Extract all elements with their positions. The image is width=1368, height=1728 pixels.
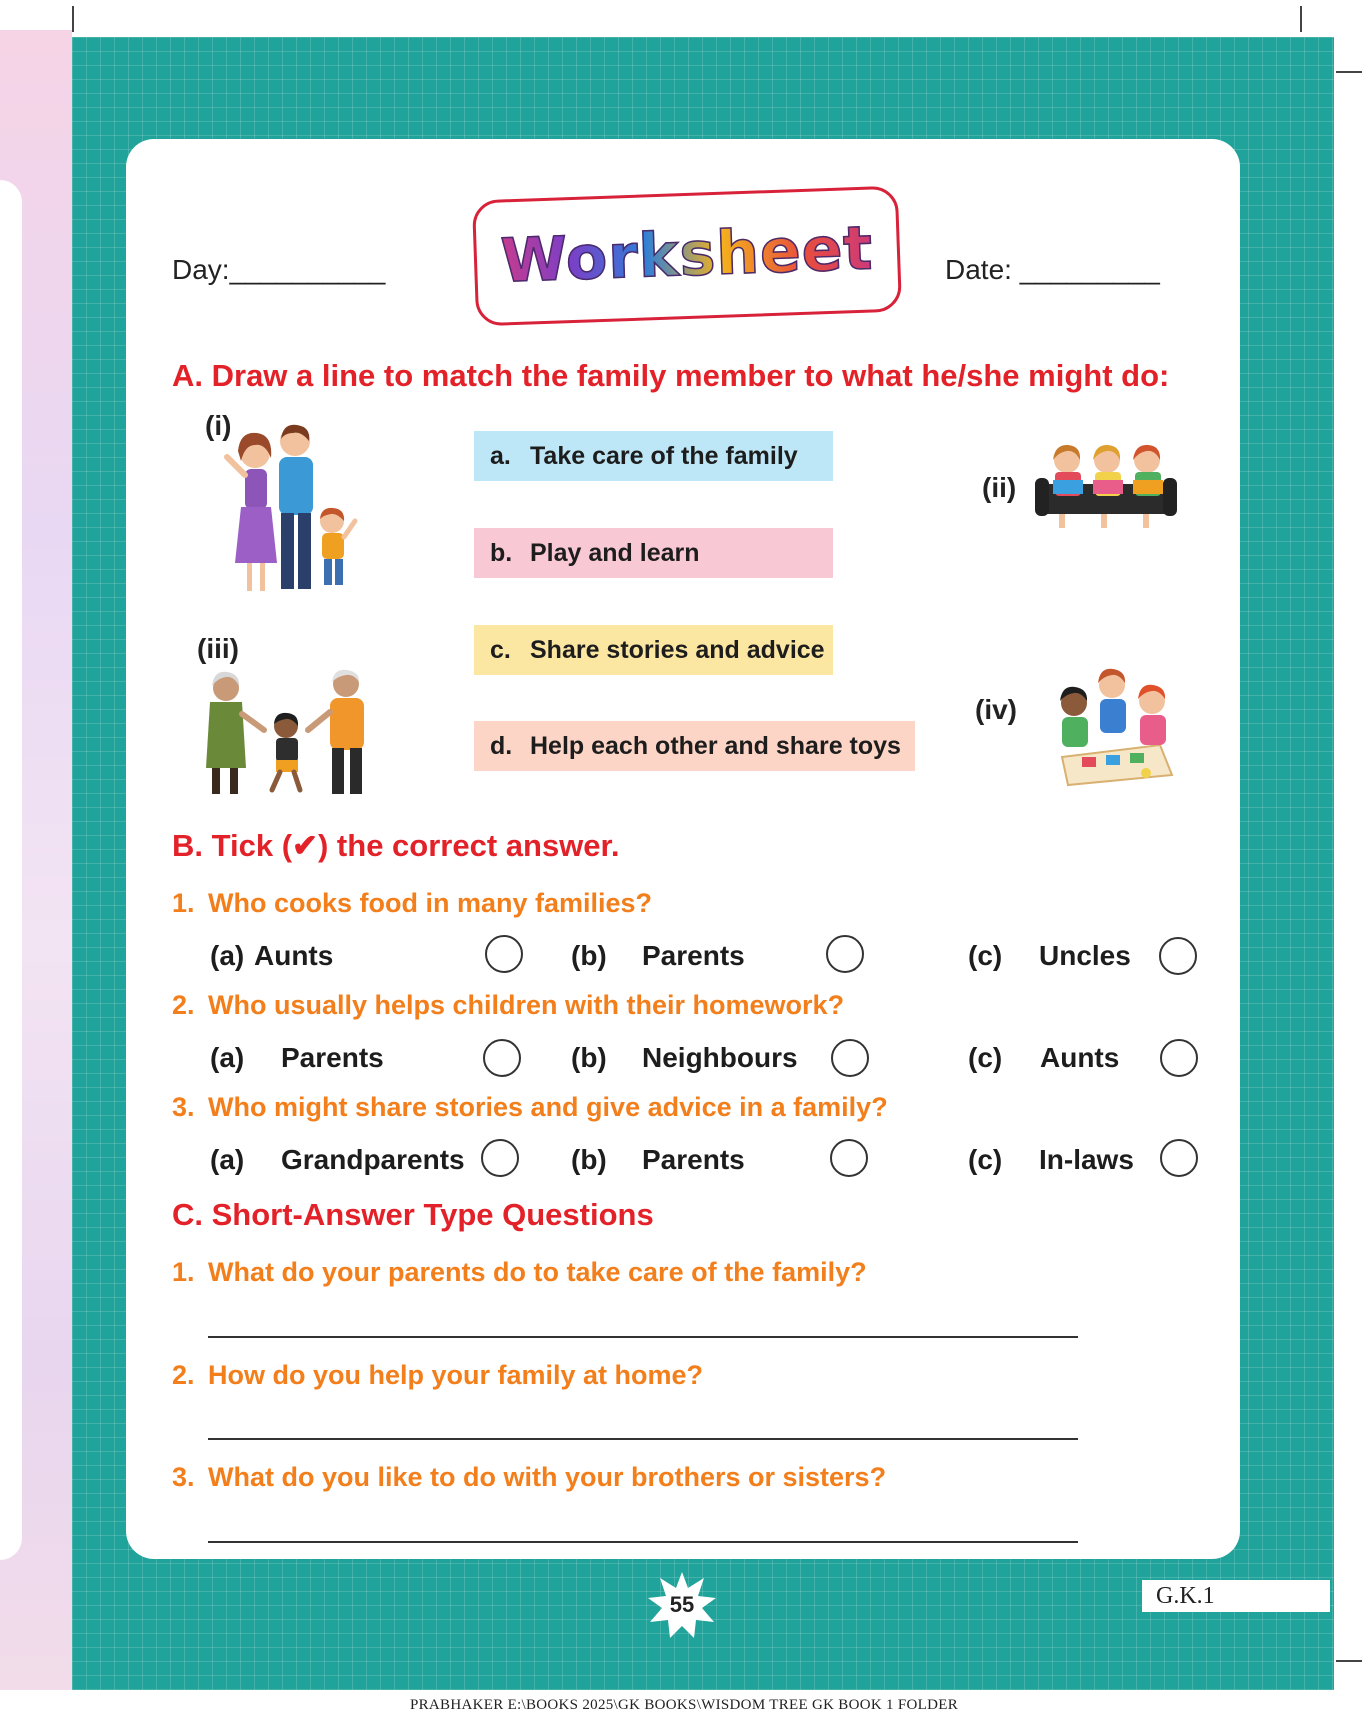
option-letter: b. [490, 538, 513, 567]
option-letter: d. [490, 731, 513, 760]
question-b2 [172, 990, 844, 1021]
book-code: G.K.1 [1142, 1580, 1330, 1612]
option-letter: a. [490, 441, 511, 470]
answer-line[interactable] [208, 1438, 1078, 1440]
answer-text: In-laws [1039, 1144, 1134, 1175]
crop-mark [1300, 6, 1302, 32]
question-number: 2. [172, 990, 195, 1020]
option-text: Play and learn [530, 538, 700, 567]
children-playing-board-game-icon [1048, 665, 1176, 787]
answer-letter: (a) [210, 1144, 245, 1175]
tick-circle[interactable] [826, 935, 864, 973]
tick-circle[interactable] [483, 1039, 521, 1077]
option-text: Share stories and advice [530, 635, 825, 664]
question-c3 [172, 1462, 886, 1493]
option-text: Help each other and share toys [530, 731, 901, 760]
question-text: Who might share stories and give advice in a family? [208, 1092, 888, 1122]
answer-line[interactable] [208, 1541, 1078, 1543]
option-text: Take care of the family [530, 441, 798, 470]
tick-circle[interactable] [485, 935, 523, 973]
question-c1 [172, 1257, 867, 1288]
picture-label-iv: (iv) [975, 694, 1017, 725]
answer-text: Parents [281, 1042, 384, 1073]
question-b1 [172, 888, 652, 919]
tick-circle[interactable] [481, 1139, 519, 1177]
crop-mark [1336, 71, 1362, 73]
worksheet-title-box [472, 186, 902, 327]
answer-letter: (b) [571, 940, 607, 971]
answer-letter: (a) [210, 940, 245, 971]
answer-text: Uncles [1039, 940, 1131, 971]
answer-line[interactable] [208, 1336, 1078, 1338]
picture-label-iii: (iii) [197, 633, 239, 664]
section-a-heading: A. Draw a line to match the family member to what he/she might do: [172, 358, 1170, 393]
tick-circle[interactable] [830, 1139, 868, 1177]
facing-page-strip [0, 30, 72, 1690]
question-text: Who cooks food in many families? [208, 888, 653, 918]
match-option-b[interactable] [474, 528, 833, 578]
match-option-d[interactable] [474, 721, 915, 771]
answer-letter: (a) [210, 1042, 245, 1073]
answer-text: Parents [642, 1144, 745, 1175]
question-number: 2. [172, 1360, 195, 1390]
grandparents-with-child-icon [202, 668, 370, 800]
answer-letter: (c) [968, 1144, 1003, 1175]
day-field[interactable]: Day:__________ [172, 254, 386, 285]
question-number: 3. [172, 1462, 195, 1492]
section-b-heading: B. Tick (✔) the correct answer. [172, 828, 620, 863]
question-text: Who usually helps children with their homework? [208, 990, 845, 1020]
question-number: 3. [172, 1092, 195, 1122]
tick-circle[interactable] [1160, 1139, 1198, 1177]
answer-letter: (c) [968, 1042, 1003, 1073]
match-option-c[interactable] [474, 625, 833, 675]
print-footer: PRABHAKER E:\BOOKS 2025\GK BOOKS\WISDOM TREE GK BOOK 1 FOLDER [409, 1697, 959, 1713]
question-c2 [172, 1360, 703, 1391]
page-number-badge [646, 1570, 718, 1642]
question-number: 1. [172, 1257, 195, 1287]
picture-label-ii: (ii) [982, 472, 1017, 503]
picture-label-i: (i) [205, 410, 232, 441]
children-reading-on-sofa-icon [1035, 440, 1177, 530]
option-letter: c. [490, 635, 511, 664]
facing-page-panel [0, 180, 22, 1560]
worksheet-title: Worksheet [476, 213, 898, 298]
tick-circle[interactable] [1160, 1039, 1198, 1077]
tick-circle[interactable] [1159, 937, 1197, 975]
answer-text: Grandparents [281, 1144, 465, 1175]
answer-letter: (b) [571, 1042, 607, 1073]
answer-text: Aunts [254, 940, 334, 971]
question-text: How do you help your family at home? [208, 1360, 704, 1390]
page-number: 55 [669, 1592, 695, 1617]
date-field[interactable]: Date: _________ [945, 254, 1160, 285]
answer-text: Aunts [1040, 1042, 1120, 1073]
answer-letter: (b) [571, 1144, 607, 1175]
question-number: 1. [172, 888, 195, 918]
crop-mark [1336, 1660, 1362, 1662]
answer-text: Parents [642, 940, 745, 971]
crop-mark [72, 6, 74, 32]
answer-letter: (c) [968, 940, 1003, 971]
question-text: What do your parents do to take care of the family? [208, 1257, 867, 1287]
answer-text: Neighbours [642, 1042, 798, 1073]
match-option-a[interactable] [474, 431, 833, 481]
tick-circle[interactable] [831, 1039, 869, 1077]
section-c-heading: C. Short-Answer Type Questions [172, 1197, 654, 1232]
question-text: What do you like to do with your brothers or sisters? [208, 1462, 887, 1492]
question-b3 [172, 1092, 888, 1123]
parents-with-child-icon [205, 413, 365, 598]
